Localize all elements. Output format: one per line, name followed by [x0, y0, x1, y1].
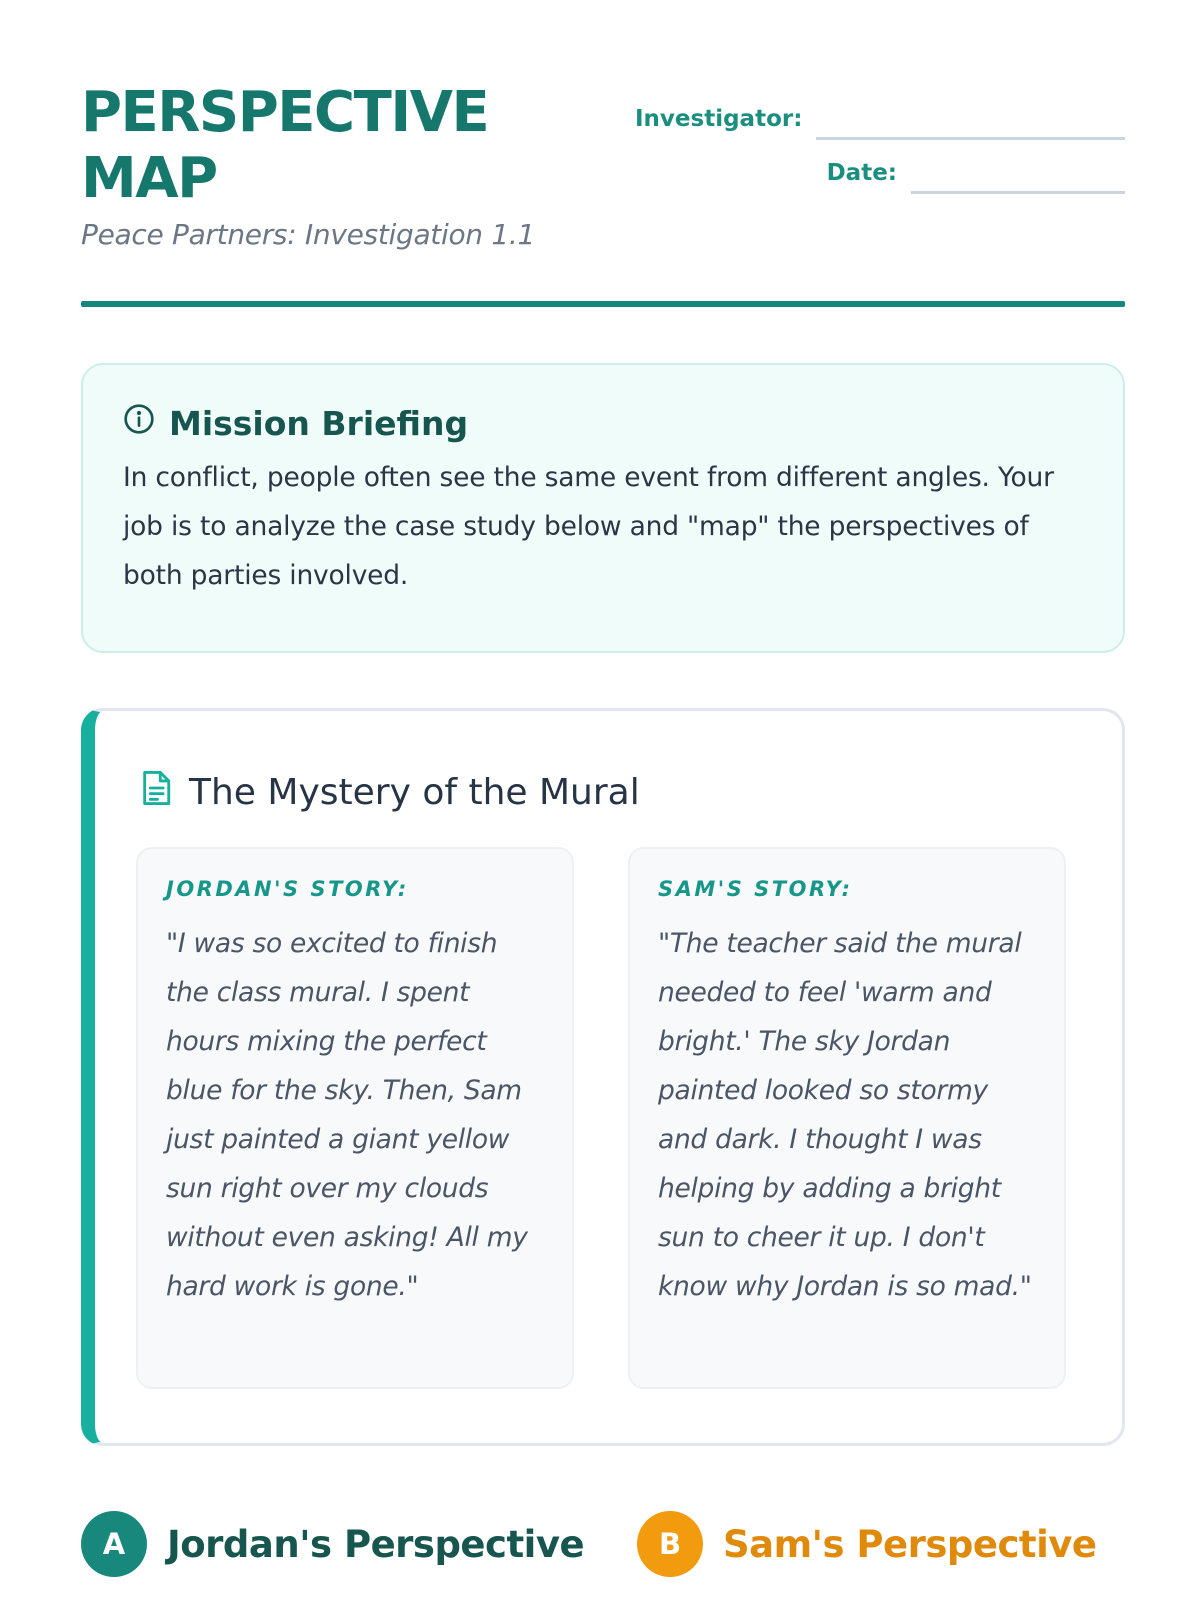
date-input-line[interactable]	[911, 164, 1125, 194]
sam-story-panel	[628, 847, 1066, 1389]
header-fields	[635, 86, 1125, 194]
briefing-heading	[123, 403, 1083, 443]
date-field	[635, 140, 1125, 194]
sam-perspective-heading	[637, 1511, 1096, 1577]
page-title-line2: MAP	[81, 146, 217, 211]
jordan-perspective-heading	[81, 1511, 584, 1577]
jordan-story-panel	[136, 847, 574, 1389]
document-icon	[139, 769, 189, 816]
badge-b: B	[637, 1511, 703, 1577]
briefing-title: Mission Briefing	[169, 403, 469, 443]
sam-story-label: SAM'S STORY:	[658, 877, 853, 901]
badge-a: A	[81, 1511, 147, 1577]
mission-briefing-box	[81, 363, 1125, 653]
page-header	[81, 80, 1125, 307]
sam-perspective-title: Sam's Perspective	[723, 1522, 1097, 1566]
page-title-line1: PERSPECTIVE	[81, 80, 489, 145]
investigator-label: Investigator:	[635, 106, 803, 132]
investigator-input-line[interactable]	[816, 110, 1125, 140]
jordan-perspective-title: Jordan's Perspective	[167, 1522, 585, 1566]
jordan-story-label: JORDAN'S STORY:	[166, 877, 409, 901]
date-label: Date:	[826, 160, 897, 186]
investigator-field	[635, 86, 1125, 140]
page-subtitle: Peace Partners: Investigation 1.1	[81, 218, 535, 251]
case-study-title: The Mystery of the Mural	[189, 772, 640, 813]
info-icon	[123, 403, 169, 443]
case-study-heading	[139, 769, 640, 816]
jordan-story-text: "I was so excited to finish the class mural. I spent hours mixing the perfect blue for the sky. Then, Sam just painted a giant yellow sun right over my clouds without even asking! All my hard work is gone."	[166, 928, 528, 1302]
case-study-card	[81, 708, 1125, 1446]
briefing-text: In conflict, people often see the same event from different angles. Your job is to analyze the case study below and "map" the perspectives of both parties involved.	[123, 462, 1054, 591]
sam-story-text: "The teacher said the mural needed to feel 'warm and bright.' The sky Jordan painted looked so stormy and dark. I thought I was helping by adding a bright sun to cheer it up. I don't know why Jordan is so mad."	[658, 928, 1032, 1302]
header-divider	[81, 301, 1125, 307]
